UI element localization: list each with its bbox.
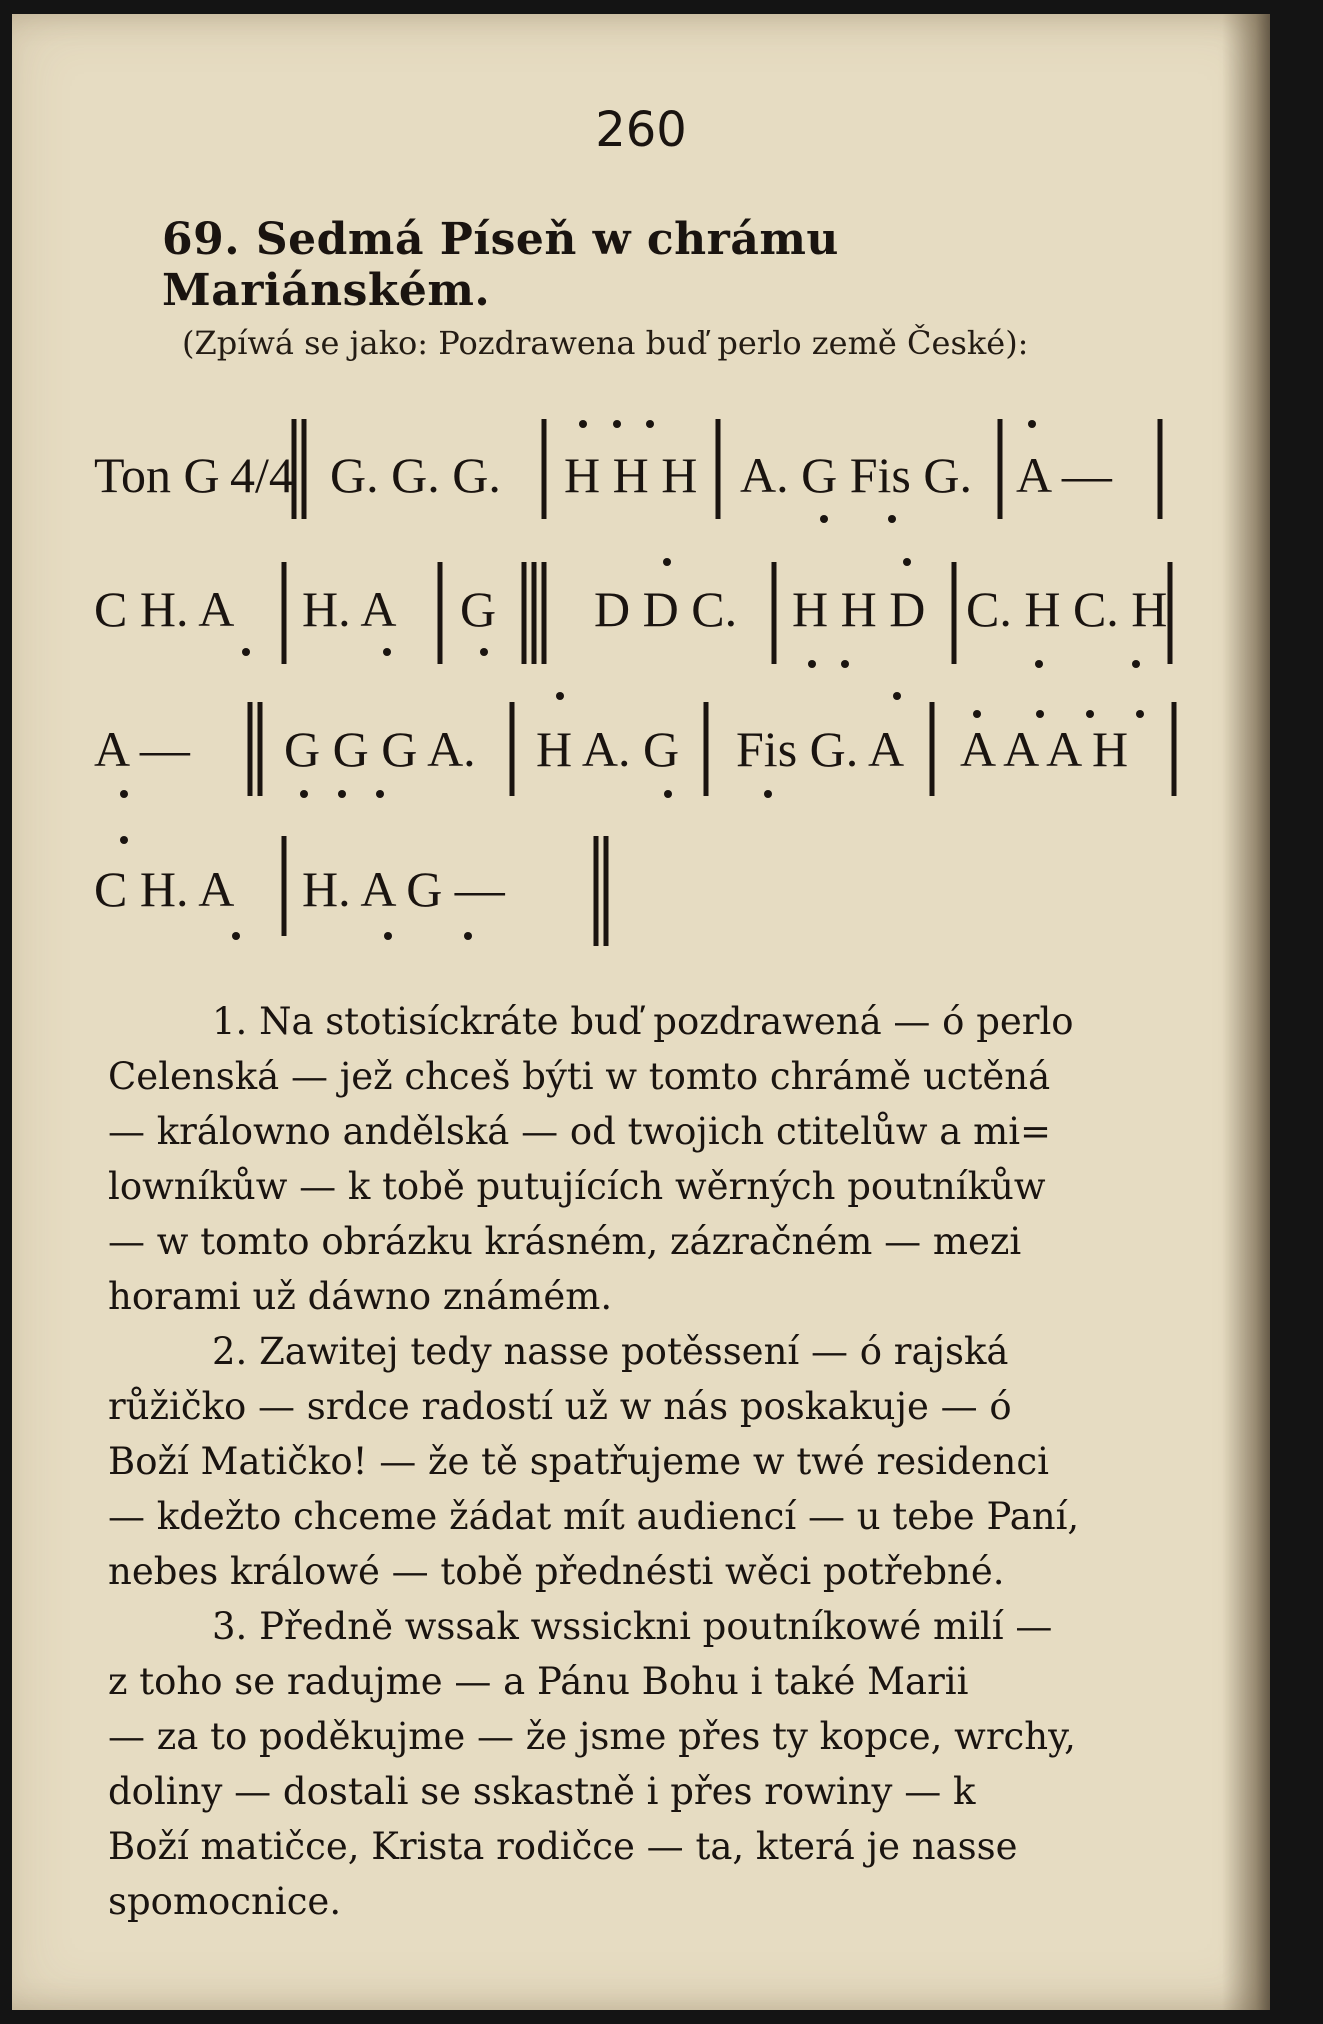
octave-dot	[903, 558, 911, 566]
octave-dot	[1036, 710, 1044, 718]
verse-line: Boží matičce, Krista rodičce — ta, která je nasse	[108, 1825, 1018, 1868]
octave-dot	[376, 790, 384, 798]
octave-dot	[120, 836, 128, 844]
octave-dot	[338, 790, 346, 798]
verse-number: 1.	[212, 1000, 248, 1043]
tone-label: Ton G	[94, 447, 220, 503]
octave-dot	[232, 932, 240, 940]
verse-line: — w tomto obrázku krásném, zázračném — mezi	[108, 1220, 1022, 1263]
note-group: A. G Fis G.	[740, 447, 972, 503]
octave-dot	[383, 648, 391, 656]
note-group: H. A G —	[302, 861, 505, 917]
note-group: G	[460, 581, 497, 637]
note-group: H. A	[302, 581, 397, 637]
octave-dot	[764, 790, 772, 798]
octave-dot	[120, 790, 128, 798]
note-group: H H D	[792, 581, 926, 637]
verse-line: — králowno andělská — od twojich ctitelůw a mi=	[108, 1110, 1052, 1153]
verse-line: spomocnice.	[108, 1880, 342, 1923]
verse-line: horami už dáwno známém.	[108, 1275, 613, 1318]
octave-dot	[663, 558, 671, 566]
verse-text: Zawitej tedy nasse potěssení — ó rajská	[259, 1330, 1009, 1373]
octave-dot	[613, 420, 621, 428]
note-group: C H. A	[94, 581, 235, 637]
verse-line: — za to poděkujme — že jsme přes ty kopce, wrchy,	[108, 1715, 1076, 1758]
octave-dot	[973, 710, 981, 718]
verse-line: Celenská — jež chceš býti w tomto chrámě uctěná	[108, 1055, 1051, 1098]
verse-line: nebes králowé — tobě přednésti wěci potřebné.	[108, 1550, 1005, 1593]
note-group: C H. A	[94, 861, 235, 917]
verse-number: 2.	[212, 1330, 248, 1373]
verse-line	[108, 994, 1188, 1049]
note-group: H A. G	[536, 721, 680, 777]
hymn-text	[108, 994, 1188, 1929]
verse-number: 3.	[212, 1605, 248, 1648]
note-group: G. G. G.	[330, 447, 501, 503]
verse-line: doliny — dostali se sskastně i přes rowiny — k	[108, 1770, 976, 1813]
verse-line: růžičko — srdce radostí už w nás poskakuje — ó	[108, 1385, 1012, 1428]
melody-instruction: (Zpíwá se jako: Pozdrawena buď perlo země České):	[182, 324, 1029, 362]
verse-line: lowníkůw — k tobě putujících wěrných poutníkůw	[108, 1165, 1046, 1208]
note-group: D D C.	[594, 581, 738, 637]
octave-dot	[664, 790, 672, 798]
octave-dot	[893, 692, 901, 700]
octave-dot	[242, 648, 250, 656]
note-group: A A A H	[960, 721, 1129, 777]
octave-dot	[556, 692, 564, 700]
octave-dot	[1035, 660, 1043, 668]
verse-line	[108, 1599, 1188, 1654]
verse-line: z toho se radujme — a Pánu Bohu i také Marii	[108, 1660, 969, 1703]
verse-line: — kdežto chceme žádat mít audiencí — u tebe Paní,	[108, 1495, 1080, 1538]
meter-label: 4/4	[230, 447, 294, 503]
octave-dot	[1132, 660, 1140, 668]
octave-dot	[888, 515, 896, 523]
verse-line	[108, 1324, 1188, 1379]
octave-dot	[300, 790, 308, 798]
note-group: Fis G. A	[736, 721, 905, 777]
octave-dot	[464, 932, 472, 940]
verse-text: Na stotisíckráte buď pozdrawená — ó perlo	[259, 1000, 1074, 1043]
note-group: A —	[1016, 447, 1112, 503]
octave-dot	[808, 660, 816, 668]
octave-dot	[480, 648, 488, 656]
octave-dot	[841, 660, 849, 668]
verse-text: Předně wssak wssickni poutníkowé milí —	[259, 1605, 1053, 1648]
music-notation	[12, 14, 1270, 974]
hymn-title: 69. Sedmá Píseň w chrámu Mariánském.	[162, 214, 839, 316]
note-group: A —	[94, 721, 190, 777]
verse-line: Boží Matičko! — že tě spatřujeme w twé residenci	[108, 1440, 1049, 1483]
octave-dot	[1028, 420, 1036, 428]
note-group: C. H C. H	[966, 581, 1168, 637]
note-group: H H H	[564, 447, 698, 503]
octave-dot	[1136, 710, 1144, 718]
octave-dot	[579, 420, 587, 428]
octave-dot	[820, 515, 828, 523]
page-number: 260	[595, 102, 687, 158]
octave-dot	[646, 420, 654, 428]
note-group: G G G A.	[284, 721, 476, 777]
octave-dot	[384, 932, 392, 940]
octave-dot	[1086, 710, 1094, 718]
book-page	[12, 14, 1270, 2010]
